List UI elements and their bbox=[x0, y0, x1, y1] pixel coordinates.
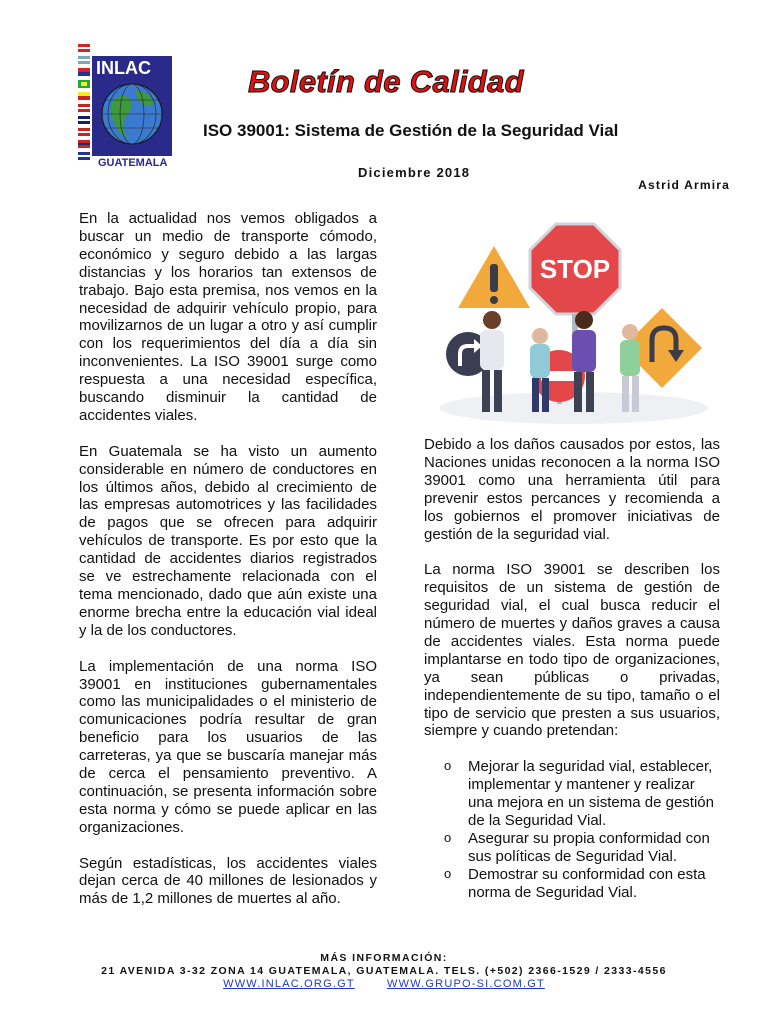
inlac-logo bbox=[76, 42, 174, 170]
right-column bbox=[424, 436, 720, 902]
paragraph: Debido a los daños causados por estos, las Naciones unidas reconocen a la norma ISO 39001 como una herramienta útil para prevenir estos percances y recomienda a los gobiernos el promover iniciativas de gestión de la seguridad vial. bbox=[424, 436, 720, 543]
author-name: Astrid Armira bbox=[638, 178, 730, 192]
paragraph: La implementación de una norma ISO 39001 en instituciones gubernamentales como las municipalidades o el ministerio de comunicaciones podría resultar de gran beneficio para los usuarios de las carreteras, ya que se buscaría manejar más de cerca el pensamiento preventivo. A continuación, se presenta información sobre esta norma y cómo se puede aplicar en las organizaciones. bbox=[79, 657, 377, 836]
paragraph: Según estadísticas, los accidentes viales dejan cerca de 40 millones de lesionados y más de 1,2 millones de muertes al año. bbox=[79, 854, 377, 908]
road-signs-illustration bbox=[434, 220, 720, 430]
paragraph: La norma ISO 39001 se describen los requisitos de un sistema de gestión de seguridad vial, el cual busca reducir el número de muertes y daños graves a causa de accidentes viales. Esta norma puede implantarse en todo tipo de organizaciones, ya sean públicas o privadas, independientemente de su tipo, tamaño o el tipo de servicio que presten a sus usuarios, siempre y cuando pretendan: bbox=[424, 561, 720, 740]
list-item: o Asegurar su propia conformidad con sus políticas de Seguridad Vial. bbox=[468, 830, 720, 866]
grupo-si-website-link[interactable]: WWW.GRUPO-SI.COM.GT bbox=[387, 978, 545, 990]
logo-region: GUATEMALA bbox=[98, 157, 168, 169]
warning-sign-icon bbox=[458, 246, 530, 308]
footer-address: 21 AVENIDA 3-32 ZONA 14 GUATEMALA, GUATEMALA. TELS. (+502) 2366-1529 / 2333-4556 bbox=[101, 965, 667, 977]
footer-heading: MÁS INFORMACIÓN: bbox=[320, 952, 448, 964]
flags-strip bbox=[78, 44, 90, 160]
bulletin-subtitle: ISO 39001: Sistema de Gestión de la Seguridad Vial bbox=[203, 121, 619, 140]
list-item: o Demostrar su conformidad con esta norma de Seguridad Vial. bbox=[468, 866, 720, 902]
paragraph: En Guatemala se ha visto un aumento considerable en número de conductores en los últimos años, debido al crecimiento de las empresas automotrices y las facilidades de pagos que se ofrecen para adquirir vehículos de transporte. Es por esto que la cantidad de accidentes diarios registrados se ve estrechamente relacionada con el tema mencionado, dado que aún existe una enorme brecha entre la educación vial ideal y la de los conductores. bbox=[79, 442, 377, 639]
inlac-website-link[interactable]: WWW.INLAC.ORG.GT bbox=[223, 978, 355, 990]
left-column bbox=[79, 210, 377, 926]
stop-sign-label: STOP bbox=[539, 254, 611, 284]
list-item: o Mejorar la seguridad vial, establecer, implementar y mantener y realizar una mejora en un sistema de gestión de la Seguridad Vial. bbox=[468, 758, 720, 830]
bulletin-title: Boletín de Calidad bbox=[248, 64, 524, 99]
requirements-list bbox=[424, 758, 720, 901]
bulletin-date: Diciembre 2018 bbox=[358, 165, 471, 180]
logo-name: INLAC bbox=[96, 58, 151, 78]
paragraph: En la actualidad nos vemos obligados a buscar un medio de transporte cómodo, económico y seguro debido a las largas distancias y los horarios tan extensos de trabajo. Bajo esta premisa, nos vemos en la necesidad de adquirir vehículo propio, para movilizarnos de un lugar a otro y así cumplir con los requerimientos del día a día sin inconvenientes. La ISO 39001 surge como respuesta a una necesidad específica, buscando disminuir la cantidad de accidentes viales. bbox=[79, 210, 377, 424]
footer-links bbox=[0, 978, 768, 990]
